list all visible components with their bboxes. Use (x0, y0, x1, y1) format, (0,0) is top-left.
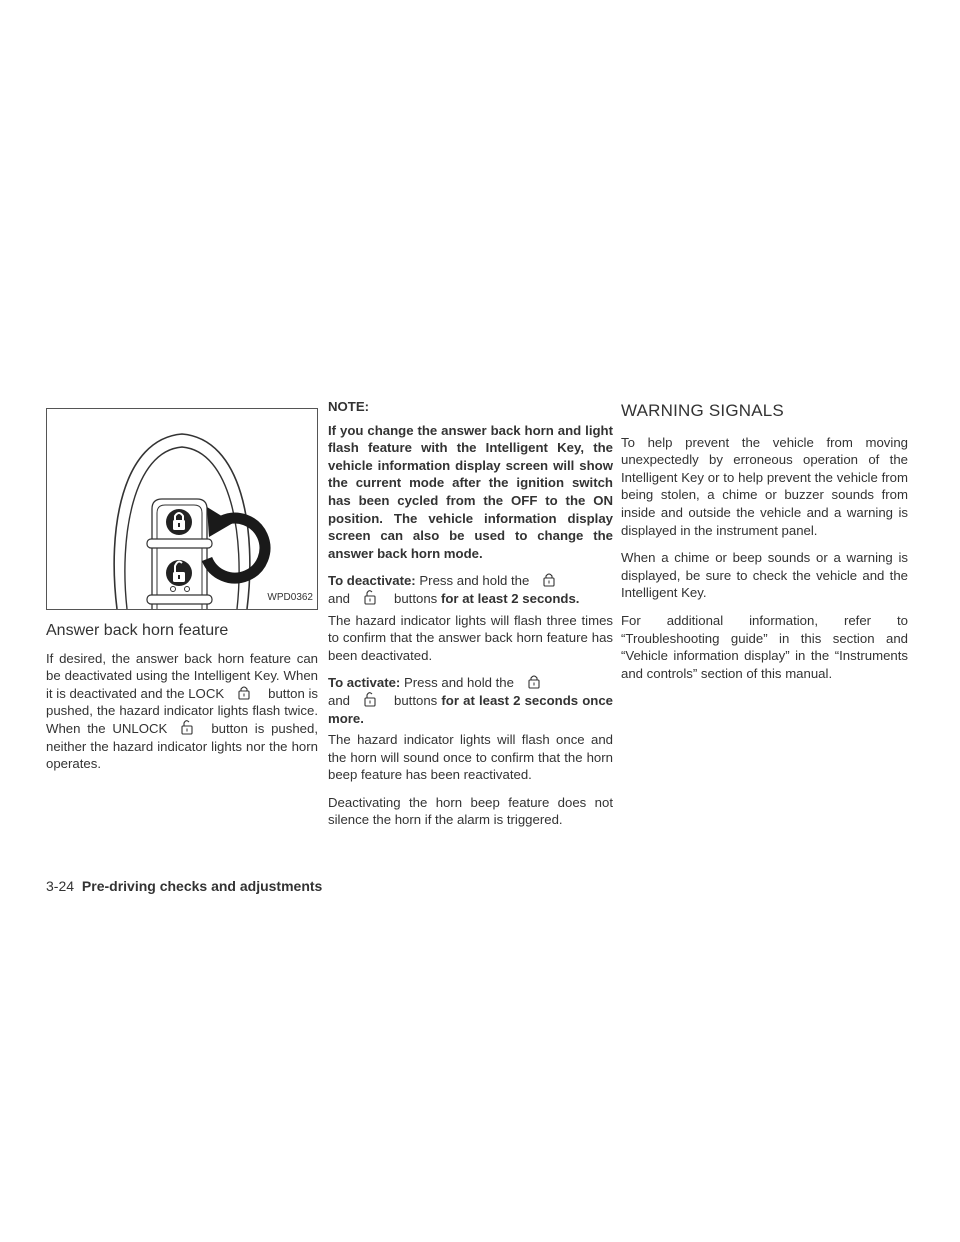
unlock-button-icon (166, 560, 192, 586)
text-segment: button is pushed, neither the hazard indicator lights nor the horn operates. (46, 720, 318, 772)
rotation-arrow-icon (207, 507, 265, 578)
deactivate-label: To deactivate: (328, 573, 416, 589)
chapter-title: Pre-driving checks and adjustments (81, 878, 323, 894)
deactivate-instruction (328, 572, 613, 607)
note-body: If you change the answer back horn and light flash feature with the Intelligent Key, the vehicle information display screen will show the current mode after the ignition switch has been cycled from the OFF to the ON position. The vehicle information display screen can also be used to change the answer back horn mode. (328, 422, 613, 561)
activate-result: The hazard indicator lights will flash once and the horn will sound once to confirm that the horn beep feature has been reactivated. (328, 732, 613, 783)
activate-instruction (328, 674, 613, 727)
unlock-icon (181, 720, 193, 735)
lock-icon (528, 674, 540, 689)
unlock-icon (364, 590, 376, 605)
text-segment: buttons (394, 590, 438, 606)
warning-paragraph-3: For additional information, refer to “Troubleshooting guide” in this section and “Vehicle information display” in the “Instruments and controls” section of this manual. (621, 612, 908, 681)
warning-paragraph-2: When a chime or beep sounds or a warning is displayed, be sure to check the vehicle and the Intelligent Key. (621, 550, 908, 601)
warning-paragraph-1: To help prevent the vehicle from moving unexpectedly by erroneous operation of the Intelligent Key or to help prevent the vehicle from being stolen, a chime or buzzer sounds from inside and outside the vehicle and a warning is displayed in the instrument panel. (621, 434, 908, 538)
lock-icon (543, 572, 555, 587)
activate-duration: for at least 2 seconds once more. (328, 692, 613, 726)
text-segment: and (328, 692, 351, 708)
activate-label: To activate: (328, 675, 401, 691)
column-right (621, 398, 908, 692)
note-title: NOTE: (328, 399, 370, 414)
section-heading-warning-signals: WARNING SIGNALS (621, 401, 784, 420)
section-heading-answer-back: Answer back horn feature (46, 622, 229, 639)
lock-icon (238, 685, 250, 700)
page-footer (46, 878, 322, 894)
text-segment: If desired, the answer back horn feature can be deactivated using the Intelligent Key. When it is deactivated and the LOCK (46, 650, 318, 701)
figure-code: WPD0362 (267, 592, 313, 604)
paragraph-answer-back (46, 650, 318, 773)
deactivate-result: The hazard indicator lights will flash three times to confirm that the answer back horn feature has been deactivated. (328, 612, 613, 663)
column-middle (328, 398, 613, 839)
text-segment: and (328, 590, 351, 606)
text-segment: Press and hold the (419, 573, 530, 589)
intelligent-key-figure (46, 408, 318, 610)
column-left (46, 398, 318, 783)
deactivate-duration: for at least 2 seconds. (440, 590, 580, 606)
intelligent-key-illustration (47, 409, 317, 609)
unlock-icon (364, 692, 376, 707)
page-number: 3-24 (46, 878, 75, 894)
text-segment: buttons (394, 692, 438, 708)
text-segment: Press and hold the (403, 675, 514, 691)
lock-button-icon (166, 509, 192, 535)
alarm-note: Deactivating the horn beep feature does not silence the horn if the alarm is triggered. (328, 794, 613, 828)
text-segment: button is pushed, the hazard indicator lights flash twice. When the UNLOCK (46, 685, 318, 736)
